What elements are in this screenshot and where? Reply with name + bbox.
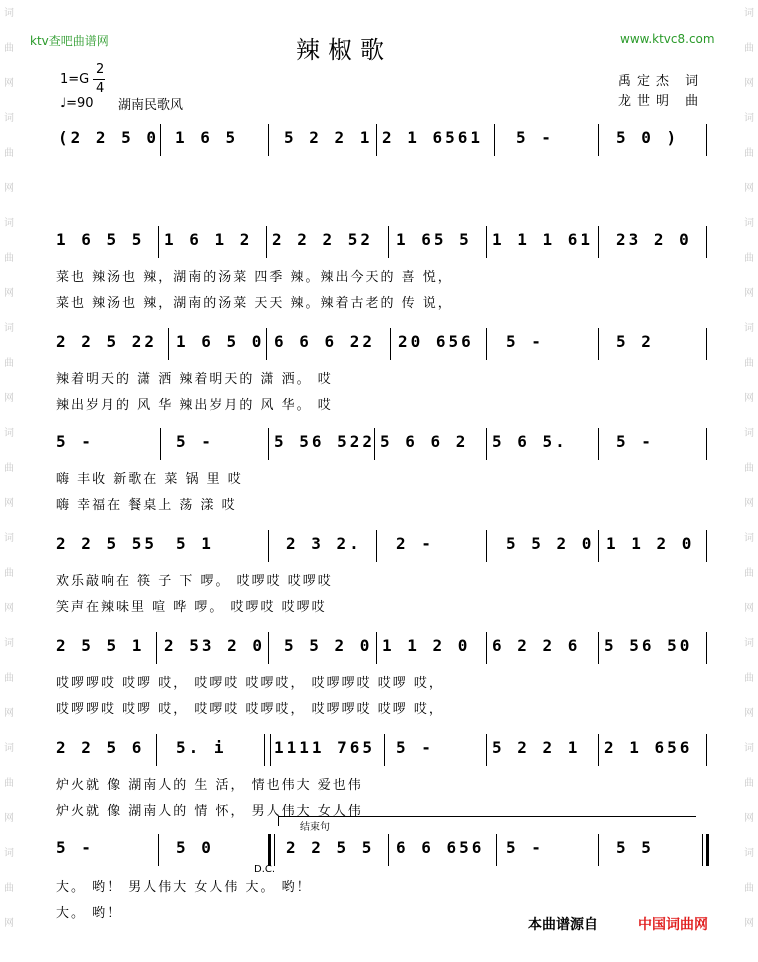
watermark-char: 网 [744, 498, 754, 509]
lyric-line-2: 大。 哟！ [56, 906, 123, 921]
measure: 1 6 1 2 [164, 230, 253, 249]
watermark-char: 词 [744, 533, 754, 544]
watermark-char: 网 [744, 813, 754, 824]
barline [376, 530, 377, 562]
watermark-char: 词 [4, 8, 14, 19]
watermark-char: 词 [744, 638, 754, 649]
lyricist-credit: 禹定杰 词 [618, 74, 705, 89]
source-prefix: 本曲谱源自 [528, 917, 598, 933]
watermark-char: 网 [4, 498, 14, 509]
barline [266, 328, 267, 360]
watermark-char: 网 [744, 288, 754, 299]
watermark-char: 词 [4, 113, 14, 124]
watermark-char: 曲 [4, 568, 14, 579]
ending-bracket [278, 816, 696, 817]
watermark-char: 网 [744, 603, 754, 614]
barline [706, 328, 707, 360]
watermark-char: 词 [4, 533, 14, 544]
watermark-char: 曲 [744, 253, 754, 264]
lyric-line-2: 辣出岁月的 风 华 辣出岁月的 风 华。 哎 [56, 398, 333, 413]
time-signature-line [93, 79, 105, 80]
watermark-char: 曲 [4, 43, 14, 54]
barline [598, 632, 599, 664]
measure: 1 1 2 0 [382, 636, 471, 655]
barline [494, 124, 495, 156]
site-url-right: www.ktvc8.com [620, 32, 715, 46]
watermark-char: 网 [4, 603, 14, 614]
measure: 5 2 [616, 332, 654, 351]
lyric-line-1: 嗨 丰收 新歌在 菜 锅 里 哎 [56, 472, 243, 487]
watermark-char: 网 [744, 708, 754, 719]
barline [156, 632, 157, 664]
measure: 5 - [396, 738, 434, 757]
barline [706, 124, 707, 156]
right-watermark-column [740, 0, 758, 962]
barline [388, 834, 389, 866]
watermark-char: 词 [744, 218, 754, 229]
measure: 6 2 2 6 [492, 636, 581, 655]
measure: 5 - [516, 128, 554, 147]
site-name-left: ktv查吧曲谱网 [30, 34, 109, 48]
measure: 5 6 6 2 [380, 432, 469, 451]
lyric-line-1: 哎啰啰哎 哎啰 哎， 哎啰哎 哎啰哎， 哎啰啰哎 哎啰 哎， [56, 676, 444, 691]
barline [486, 428, 487, 460]
watermark-char: 曲 [4, 148, 14, 159]
measure: 2 3 2. [286, 534, 362, 553]
measure: 1111 765 [274, 738, 376, 757]
composer-credit: 龙世明 曲 [618, 94, 705, 109]
measure: 2 2 5 55 [56, 534, 158, 553]
measure: 2 2 5 6 [56, 738, 145, 757]
watermark-char: 词 [744, 113, 754, 124]
watermark-char: 网 [744, 393, 754, 404]
measure: (2 2 5 0 [58, 128, 160, 147]
measure: 1 6 5 0 [176, 332, 265, 351]
measure: 2 2 5 5 [286, 838, 375, 857]
barline [158, 226, 159, 258]
lyric-line-2: 菜也 辣汤也 辣，湖南的汤菜 天天 辣。辣着古老的 传 说， [56, 296, 453, 311]
watermark-char: 词 [744, 8, 754, 19]
repeat-barline [268, 834, 271, 866]
measure: 5 5 2 0 [284, 636, 373, 655]
barline [376, 124, 377, 156]
measure: 23 2 0 [616, 230, 692, 249]
measure: 2 2 2 52 [272, 230, 374, 249]
measure: 5 - [506, 332, 544, 351]
ending-label: 结束句 [300, 822, 330, 833]
measure: 5 56 50 [604, 636, 693, 655]
watermark-char: 网 [4, 918, 14, 929]
barline [156, 734, 157, 766]
barline [158, 834, 159, 866]
lyric-line-2: 笑声在辣味里 喧 哗 啰。 哎啰哎 哎啰哎 [56, 600, 327, 615]
watermark-char: 曲 [4, 463, 14, 474]
measure: 5 - [56, 432, 94, 451]
watermark-char: 曲 [4, 358, 14, 369]
measure: 2 2 5 22 [56, 332, 158, 351]
barline [376, 632, 377, 664]
watermark-char: 词 [4, 743, 14, 754]
barline [598, 834, 599, 866]
watermark-char: 词 [744, 848, 754, 859]
repeat-barline [270, 734, 271, 766]
barline [496, 834, 497, 866]
watermark-char: 词 [4, 323, 14, 334]
measure: 5 6 5. [492, 432, 568, 451]
barline [598, 530, 599, 562]
measure: 5 - [616, 432, 654, 451]
barline [274, 834, 275, 866]
watermark-char: 曲 [4, 673, 14, 684]
measure: 1 6 5 5 [56, 230, 145, 249]
barline [486, 632, 487, 664]
time-signature-numerator: 2 [96, 62, 105, 77]
measure: 2 53 2 0 [164, 636, 266, 655]
measure: 5 - [176, 432, 214, 451]
measure: 5. i [176, 738, 227, 757]
watermark-char: 词 [4, 638, 14, 649]
watermark-char: 曲 [744, 358, 754, 369]
lyric-line-1: 欢乐敲响在 筷 子 下 啰。 哎啰哎 哎啰哎 [56, 574, 333, 589]
barline [486, 226, 487, 258]
barline [598, 428, 599, 460]
tempo-marking: ♩=90 [60, 96, 94, 111]
barline [486, 328, 487, 360]
measure: 1 1 1 61 [492, 230, 594, 249]
watermark-char: 词 [4, 218, 14, 229]
watermark-char: 网 [4, 183, 14, 194]
measure: 6 6 6 22 [274, 332, 376, 351]
barline [160, 124, 161, 156]
watermark-char: 网 [4, 813, 14, 824]
barline [598, 124, 599, 156]
lyric-line-2: 哎啰啰哎 哎啰 哎， 哎啰哎 哎啰哎， 哎啰啰哎 哎啰 哎， [56, 702, 444, 717]
ending-bracket-start [278, 816, 279, 826]
watermark-char: 网 [744, 78, 754, 89]
barline [706, 632, 707, 664]
watermark-char: 网 [4, 78, 14, 89]
barline [598, 226, 599, 258]
watermark-char: 曲 [744, 463, 754, 474]
watermark-char: 词 [4, 428, 14, 439]
watermark-char: 曲 [744, 778, 754, 789]
watermark-char: 网 [744, 183, 754, 194]
barline [706, 530, 707, 562]
style-marking: 湖南民歌风 [118, 98, 184, 113]
barline [266, 226, 267, 258]
watermark-char: 词 [744, 428, 754, 439]
measure: 2 1 656 [604, 738, 693, 757]
final-barline [702, 834, 703, 866]
measure: 5 0 ) [616, 128, 680, 147]
watermark-char: 曲 [744, 43, 754, 54]
measure: 5 0 [176, 838, 214, 857]
barline [264, 734, 265, 766]
measure: 5 - [56, 838, 94, 857]
watermark-char: 词 [4, 848, 14, 859]
time-signature-denominator: 4 [96, 81, 105, 96]
measure: 5 2 2 1 [492, 738, 581, 757]
barline [268, 530, 269, 562]
barline [374, 428, 375, 460]
lyric-line-2: 炉火就 像 湖南人的 情 怀， 男人伟大 女人伟 [56, 804, 363, 819]
da-capo-mark: D.C. [254, 864, 276, 875]
measure: 5 5 2 0 [506, 534, 595, 553]
barline [268, 124, 269, 156]
watermark-char: 曲 [744, 148, 754, 159]
left-watermark-column [0, 0, 18, 962]
lyric-line-1: 炉火就 像 湖南人的 生 活， 情也伟大 爱也伟 [56, 778, 363, 793]
barline [486, 734, 487, 766]
watermark-char: 网 [744, 918, 754, 929]
measure: 5 56 522 [274, 432, 376, 451]
lyric-line-2: 嗨 幸福在 餐桌上 荡 漾 哎 [56, 498, 237, 513]
barline [268, 632, 269, 664]
song-title: 辣椒歌 [296, 36, 392, 64]
measure: 1 6 5 [175, 128, 239, 147]
barline [598, 328, 599, 360]
barline [706, 226, 707, 258]
lyric-line-1: 大。 哟！ 男人伟大 女人伟 大。 哟！ [56, 880, 312, 895]
measure: 2 5 5 1 [56, 636, 145, 655]
lyric-line-1: 菜也 辣汤也 辣，湖南的汤菜 四季 辣。辣出今天的 喜 悦， [56, 270, 453, 285]
measure: 5 1 [176, 534, 214, 553]
watermark-char: 曲 [744, 673, 754, 684]
measure: 2 1 6561 [382, 128, 484, 147]
barline [160, 428, 161, 460]
watermark-char: 曲 [744, 883, 754, 894]
watermark-char: 曲 [4, 778, 14, 789]
watermark-char: 网 [4, 288, 14, 299]
watermark-char: 词 [744, 743, 754, 754]
watermark-char: 曲 [744, 568, 754, 579]
barline [486, 530, 487, 562]
measure: 5 - [506, 838, 544, 857]
barline [384, 734, 385, 766]
watermark-char: 曲 [4, 253, 14, 264]
measure: 6 6 656 [396, 838, 485, 857]
barline [168, 328, 169, 360]
measure: 1 65 5 [396, 230, 472, 249]
final-barline-thick [706, 834, 709, 866]
measure: 1 1 2 0 [606, 534, 695, 553]
watermark-char: 词 [744, 323, 754, 334]
source-site-name: 中国词曲网 [638, 917, 708, 933]
watermark-char: 网 [4, 393, 14, 404]
barline [598, 734, 599, 766]
measure: 5 2 2 1 [284, 128, 373, 147]
measure: 5 5 [616, 838, 654, 857]
measure: 2 - [396, 534, 434, 553]
barline [268, 428, 269, 460]
barline [706, 734, 707, 766]
barline [388, 226, 389, 258]
lyric-line-1: 辣着明天的 潇 洒 辣着明天的 潇 洒。 哎 [56, 372, 333, 387]
watermark-char: 曲 [4, 883, 14, 894]
barline [706, 428, 707, 460]
watermark-char: 网 [4, 708, 14, 719]
measure: 20 656 [398, 332, 474, 351]
key-signature: 1=G [60, 72, 90, 87]
barline [390, 328, 391, 360]
